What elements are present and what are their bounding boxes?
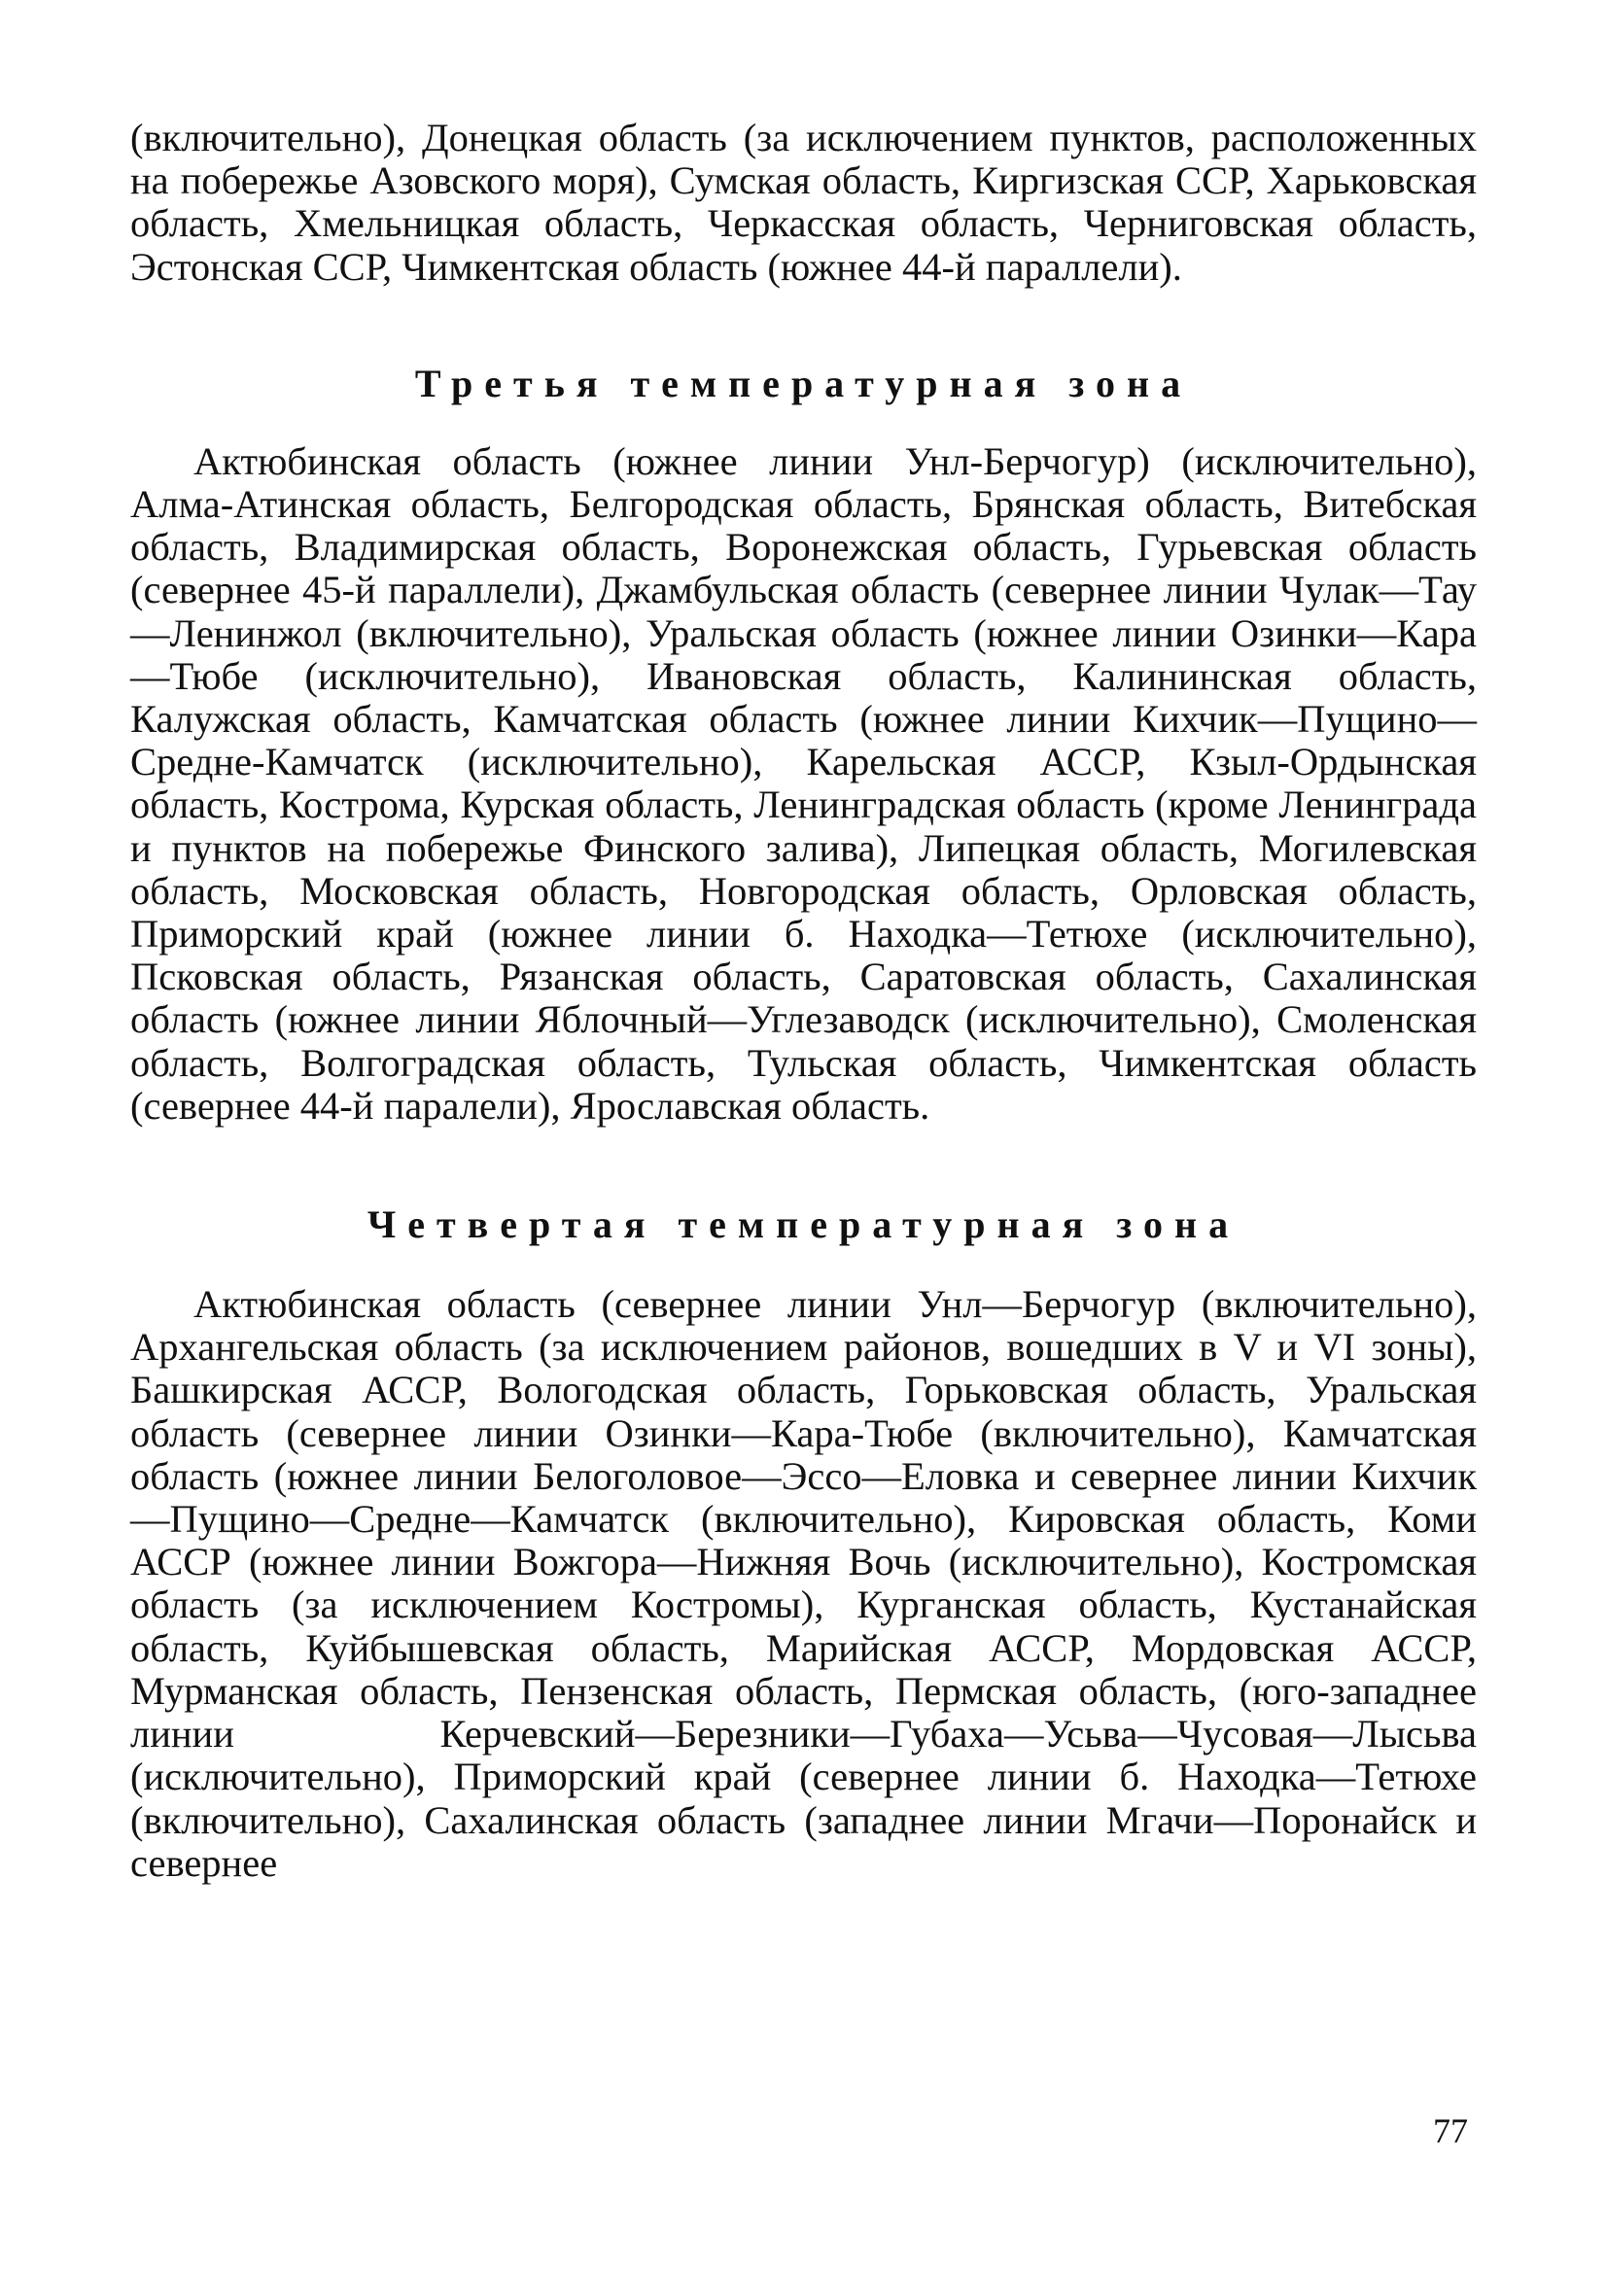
zone3-paragraph: Актюбинская область (южнее линии Унл-Берчогур) (исключительно), Алма-Атинская область, Белгородская область, Брянская область, Витебская область, Владимирская область, Воронежская область, Гурьевская область (севернее 45-й параллели), Джамбульская область (севернее линии Чулак—Тау—Ленинжол (включительно), Уральская область (южнее линии Озинки—Кара—Тюбе (исключительно), Ивановская область, Калининская область, Калужская область, Камчатская область (южнее линии Кихчик—Пущино—Средне-Камчатск (исключительно), Карельская АССР, Кзыл-Ордынская область, Кострома, Курская область, Ленинградская область (кроме Ленинграда и пунктов на побережье Финского залива), Липецкая область, Могилевская область, Московская область, Новгородская область, Орловская область, Приморский край (южнее линии б. Находка—Тетюхе (исключительно), Псковская область, Рязанская область, Саратовская область, Сахалинская область (южнее линии Яблочный—Углезаводск (исключительно), Смоленская область, Волгоградская область, Тульская область, Чимкентская область (севернее 44-й паралели), Ярославская область. bbox=[130, 438, 1477, 1128]
page-number: 77 bbox=[1433, 2111, 1468, 2150]
zone3-heading: Третья температурная зона bbox=[414, 361, 1193, 405]
document-page bbox=[130, 117, 1477, 1885]
intro-paragraph: (включительно), Донецкая область (за исключением пунктов, расположенных на побережье Азовского моря), Сумская область, Киргизская ССР, Харьковская область, Хмельницкая область, Черкасская область, Черниговская область, Эстонская ССР, Чимкентская область (южнее 44-й параллели). bbox=[130, 116, 1477, 289]
zone4-paragraph: Актюбинская область (севернее линии Унл—Берчогур (включительно), Архангельская область (за исключением районов, вошедших в V и VI зоны), Башкирская АССР, Вологодская область, Горьковская область, Уральская область (севернее линии Озинки—Кара-Тюбе (включительно), Камчатская область (южнее линии Белоголовое—Эссо—Еловка и севернее линии Кихчик—Пущино—Средне—Камчатск (включительно), Кировская область, Коми АССР (южнее линии Вожгора—Нижняя Вочь (исключительно), Костромская область (за исключением Костромы), Курганская область, Кустанайская область, Куйбышевская область, Марийская АССР, Мордовская АССР, Мурманская область, Пензенская область, Пермская область, (юго-западнее линии Керчевский—Березники—Губаха—Усьва—Чусовая—Лысьва (исключительно), Приморский край (севернее линии б. Находка—Тетюхе (включительно), Сахалинская область (западнее линии Мгачи—Поронайск и севернее bbox=[130, 1282, 1477, 1885]
zone4-heading: Четвертая температурная зона bbox=[367, 1202, 1240, 1247]
